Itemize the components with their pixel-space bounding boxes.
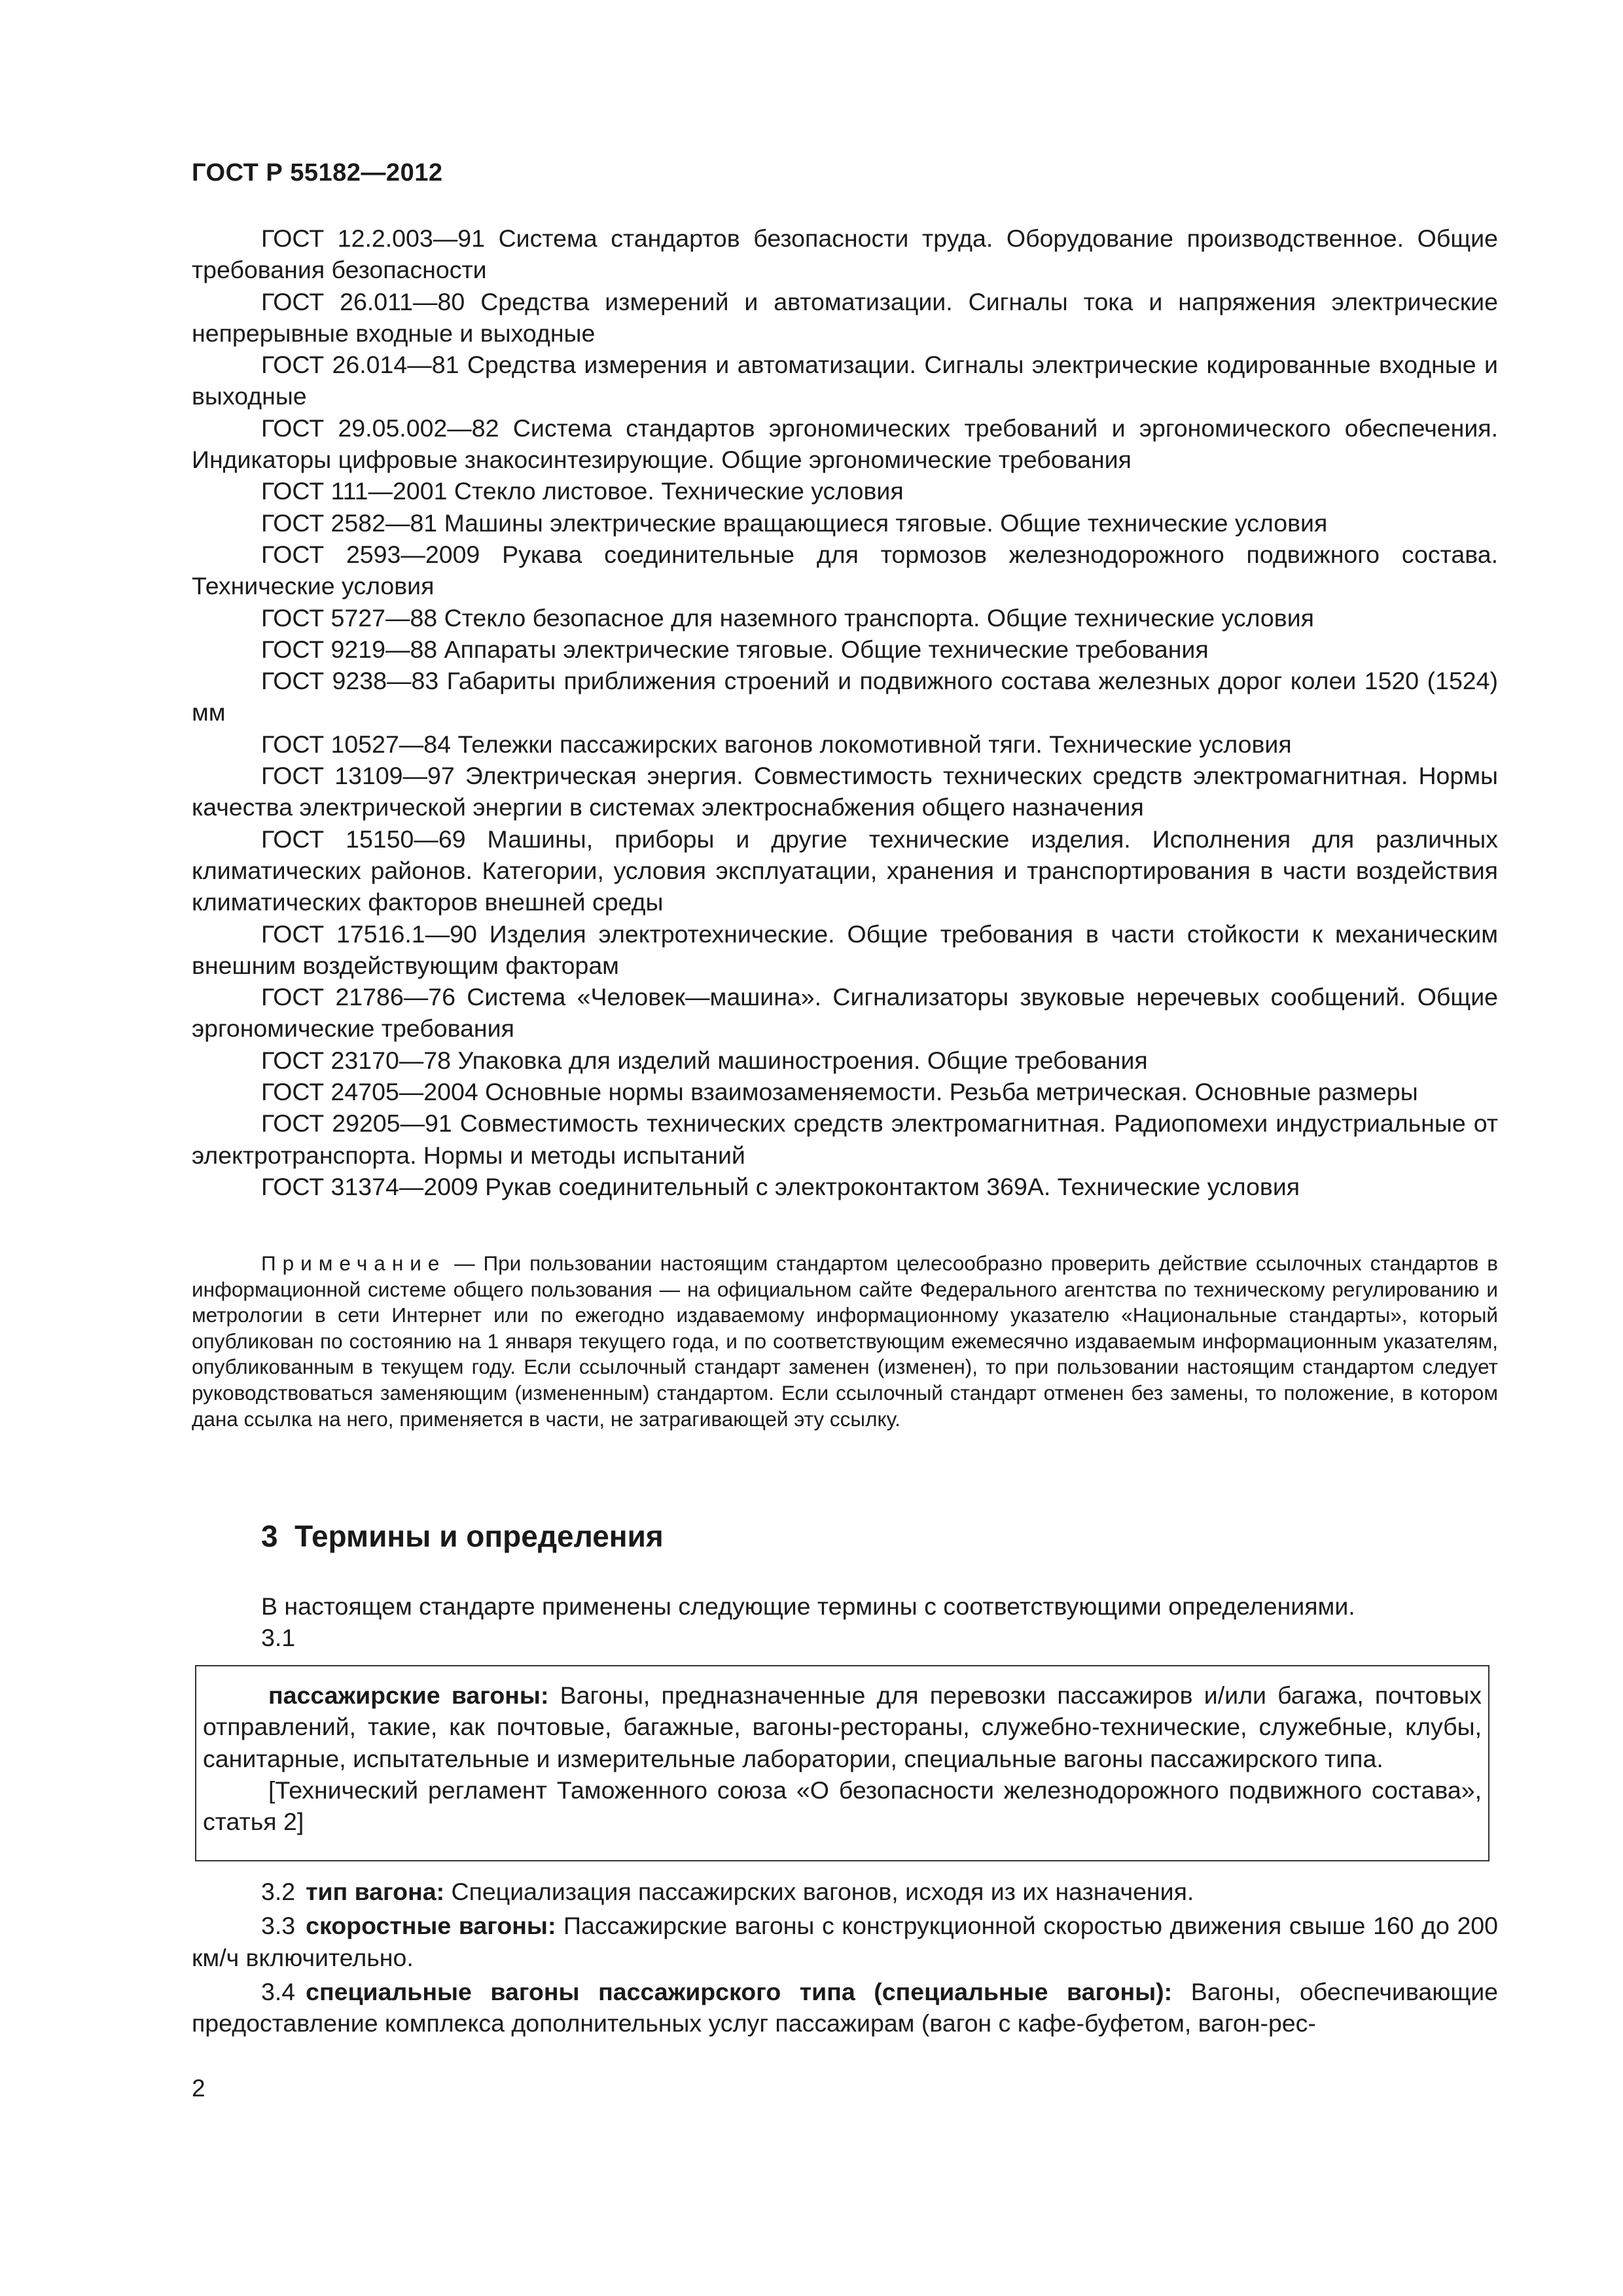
term-entry [192,1876,1498,1907]
reference-item: ГОСТ 2593—2009 Рукава соединительные для тормозов железнодорожного подвижного состава. Технические условия [192,540,1498,600]
section-title: Термины и определения [294,1519,664,1553]
section-intro: В настоящем стандарте применены следующие термины с соответствующими определениями. [261,1592,1355,1620]
document-header: ГОСТ Р 55182—2012 [192,159,443,187]
term-number: 3.3 [261,1912,296,1940]
note-paragraph [192,1251,1498,1432]
section-heading [261,1518,664,1554]
reference-item: ГОСТ 12.2.003—91 Система стандартов безопасности труда. Оборудование производственное. Общие требования безопасности [192,224,1498,284]
term-name: тип вагона: [306,1878,445,1905]
note-text: — При пользовании настоящим стандартом целесообразно проверить действие ссылочных стандартов в информационной системе общего пользования — на официальном сайте Федерального агентства по техническому регулированию и метрологии в сети Интернет или по ежегодно издаваемому информационному указателю «Национальные стандарты», который опубликован по состоянию на 1 января текущего года, и по соответствующим ежемесячно издаваемым информационным указателям, опубликованным в текущем году. Если ссылочный стандарт заменен (изменен), то при пользовании настоящим стандартом следует руководствоваться заменяющим (измененным) стандартом. Если ссылочный стандарт отменен без замены, то положение, в котором дана ссылка на него, применяется в части, не затрагивающей эту ссылку. [192,1251,1498,1431]
term-definition: Пассажирские вагоны с конструкционной скоростью движения свыше 160 до 200 км/ч включительно. [192,1912,1499,1971]
reference-item: ГОСТ 2582—81 Машины электрические вращающиеся тяговые. Общие технические условия [261,509,1328,537]
reference-item: ГОСТ 17516.1—90 Изделия электротехнические. Общие требования в части стойкости к механическим внешним воздействующим факторам [192,920,1498,979]
reference-item: ГОСТ 15150—69 Машины, приборы и другие технические изделия. Исполнения для различных климатических районов. Категории, условия эксплуатации, хранения и транспортирования в части воздействия климатических факторов внешней среды [192,825,1498,916]
note-label: Примечание [261,1251,446,1275]
reference-item: ГОСТ 26.011—80 Средства измерений и автоматизации. Сигналы тока и напряжения электрические непрерывные входные и выходные [192,287,1498,347]
reference-item: ГОСТ 29.05.002—82 Система стандартов эргономических требований и эргономического обеспечения. Индикаторы цифровые знакосинтезирующие. Общие эргономические требования [192,414,1498,474]
reference-item: ГОСТ 9238—83 Габариты приближения строений и подвижного состава железных дорог колеи 1520 (1524) мм [192,667,1498,726]
reference-item: ГОСТ 21786—76 Система «Человек—машина». Сигнализаторы звуковые неречевых сообщений. Общие эргономические требования [192,983,1498,1043]
term-number: 3.2 [261,1878,296,1905]
boxed-term-definition [195,1665,1489,1861]
terms-list [192,1876,1498,2041]
term-definition: Специализация пассажирских вагонов, исходя из их назначения. [451,1878,1194,1905]
reference-item: ГОСТ 31374—2009 Рукав соединительный с электроконтактом 369А. Технические условия [261,1172,1300,1200]
page-number: 2 [192,2075,205,2102]
term-entry [192,1976,1498,2039]
reference-item: ГОСТ 29205—91 Совместимость технических средств электромагнитная. Радиопомехи индустриальные от электротранспорта. Нормы и методы испытаний [192,1109,1498,1169]
section-number: 3 [261,1519,278,1553]
term-definition: Вагоны, обеспечивающие предоставление комплекса дополнительных услуг пассажирам (вагон с кафе-буфетом, вагон-рес- [192,1977,1499,2037]
term-number: 3.4 [261,1977,296,2005]
term-number: 3.1 [261,1624,296,1651]
reference-item: ГОСТ 13109—97 Электрическая энергия. Совместимость технических средств электромагнитная. Нормы качества электрической энергии в системах электроснабжения общего назначения [192,762,1498,821]
reference-item: ГОСТ 24705—2004 Основные нормы взаимозаменяемости. Резьба метрическая. Основные размеры [261,1078,1418,1106]
normative-references-list [192,223,1498,1202]
term-name: скоростные вагоны: [306,1912,556,1940]
reference-item: ГОСТ 5727—88 Стекло безопасное для наземного транспорта. Общие технические условия [261,603,1314,632]
reference-item: ГОСТ 23170—78 Упаковка для изделий машиностроения. Общие требования [261,1046,1148,1074]
term-source: [Технический регламент Таможенного союза «О безопасности железнодорожного подвижного состава», статья 2] [203,1776,1482,1836]
boxed-term-paragraph [203,1679,1482,1774]
term-name: специальные вагоны пассажирского типа (специальные вагоны): [306,1977,1173,2005]
reference-item: ГОСТ 26.014—81 Средства измерения и автоматизации. Сигналы электрические кодированные входные и выходные [192,351,1498,410]
term-definition: Вагоны, предназначенные для перевозки пассажиров и/или багажа, почтовых отправлений, такие, как почтовые, багажные, вагоны-рестораны, служебно-технические, служебные, клубы, санитарные, испытательные и измерительные лаборатории, специальные вагоны пассажирского типа. [203,1681,1482,1772]
reference-item: ГОСТ 10527—84 Тележки пассажирских вагонов локомотивной тяги. Технические условия [261,730,1292,758]
term-entry [192,1910,1498,1973]
reference-item: ГОСТ 111—2001 Стекло листовое. Технические условия [261,477,904,505]
reference-item: ГОСТ 9219—88 Аппараты электрические тяговые. Общие технические требования [261,635,1209,663]
term-name: пассажирские вагоны: [268,1681,549,1709]
